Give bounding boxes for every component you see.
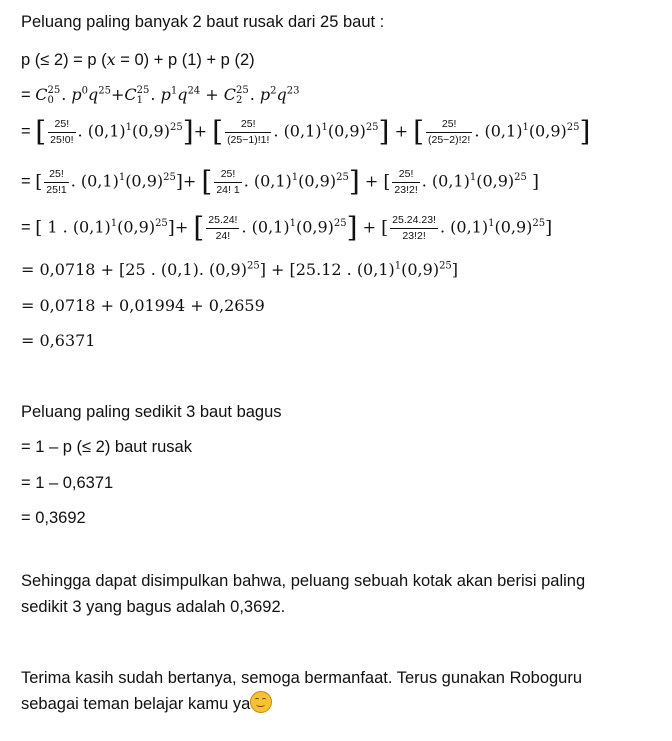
factor: (0,9) (476, 171, 515, 191)
sum-values-line: = 0,0718 + 0,01994 + 0,2659 (21, 296, 265, 315)
exp: 1 (488, 218, 495, 230)
exp: 25 (98, 85, 111, 97)
exp: 25 (333, 218, 347, 230)
numerator: 25! (44, 168, 68, 182)
fraction (214, 168, 241, 195)
denominator: 24! (215, 229, 231, 242)
closing-text: Terima kasih sudah bertanya, semoga bermanfaat. Terus gunakan Roboguru sebagai teman belajar kamu ya (21, 669, 583, 713)
exp: 1 (394, 260, 402, 272)
exp: 1 (289, 218, 296, 230)
numerator: 25! (426, 118, 472, 132)
numerator: 25! (48, 118, 75, 132)
factorial-expansion-line: = [ $\frac{25!}{25!0!}$ . $(0,1)^1(0,9)^{25}]+$ [ $\frac{25!}{(25-1)!1!}$ . $(0,1)^1(0,9)^{25}$] + [ $\frac{25!}{(25-2)!2!}$ . $(0,1)^1(0,9)^{25}$] (21, 115, 591, 148)
exp: 24 (187, 85, 201, 97)
fraction (392, 168, 419, 195)
text-part: (0,9) (401, 260, 440, 279)
var-p: p (160, 85, 171, 104)
fraction (225, 118, 271, 145)
numeric-terms-line (21, 260, 458, 279)
section2-heading: Peluang paling sedikit 3 baut bagus (21, 403, 282, 421)
var-p: p (259, 85, 271, 104)
exp: 25 (514, 172, 527, 184)
complement-result-line: = 0,3692 (21, 509, 86, 527)
exp: 0 (81, 85, 89, 97)
denominator: 25!1 (46, 183, 67, 196)
var-q: q (88, 85, 99, 104)
denominator: 23!2! (394, 183, 418, 196)
factor: . (0,1) (273, 121, 322, 141)
sup-n: 25 (136, 84, 150, 96)
sub-k: 1 (136, 94, 144, 106)
complement-line: = 1 – p (≤ 2) baut rusak (21, 438, 192, 456)
fraction (390, 214, 438, 241)
factor: . (0,1) (62, 217, 111, 237)
numerator: 25.24! (206, 214, 239, 228)
exp: 1 (522, 122, 529, 134)
text-part: ] + [25.12 . (0,1) (259, 260, 395, 279)
factor: (0,9) (125, 171, 164, 191)
exp: 25 (532, 218, 546, 230)
sup-n: 25 (47, 84, 61, 96)
denominator: 24! 1 (216, 183, 240, 196)
exp: 23 (286, 85, 300, 97)
factor: (0,9) (295, 217, 334, 237)
exp: 2 (270, 85, 277, 97)
sup-n: 25 (236, 84, 249, 96)
var-q: q (177, 85, 188, 104)
fraction (206, 214, 239, 241)
numerator: 25.24.23! (390, 214, 438, 228)
sub-k: 2 (236, 94, 243, 106)
exp: 1 (469, 172, 477, 184)
factor: . (0,1) (77, 121, 126, 141)
factor: . (0,1) (421, 171, 470, 191)
exp: 25 (336, 172, 349, 184)
fraction (426, 118, 472, 145)
numerator: 25! (225, 118, 271, 132)
exp: 25 (246, 260, 260, 272)
combination-symbol: C (35, 85, 48, 104)
smiling-face-icon (250, 691, 272, 713)
section1-heading: Peluang paling banyak 2 baut rusak dari 25 baut : (21, 13, 385, 31)
equals-sign: = (21, 218, 36, 237)
factor: (0,9) (117, 217, 156, 237)
closing-paragraph (21, 665, 621, 717)
fraction (48, 118, 75, 145)
factor: (0,9) (528, 121, 567, 141)
exp: 1 (110, 218, 118, 230)
factor: (0,9) (298, 171, 337, 191)
exp: 25 (566, 122, 580, 134)
exp: 25 (365, 122, 379, 134)
reduced-terms-line: = [ 1 . $(0,1)^1(0,9)^{25}]+$ [ $\frac{25.24!}{24!}$ . $(0,1)^1(0,9)^{25}$] + [ $\frac{25.24.23!}{23!2!}$ . $(0,1)^1(0,9)^{25}$] (21, 211, 553, 244)
exp: 1 (118, 172, 126, 184)
denominator: (25−2)!2! (428, 133, 471, 146)
exp: 25 (439, 260, 452, 272)
numerator: 25! (392, 168, 419, 182)
numerator: 25! (214, 168, 241, 182)
combination-symbol: C (223, 85, 236, 104)
exp: 25 (163, 172, 176, 184)
equals-sign: = (21, 172, 36, 191)
fraction (44, 168, 68, 195)
exp: 1 (170, 85, 178, 97)
result-line: = 0,6371 (21, 331, 96, 350)
var-q: q (276, 85, 287, 104)
exp: 25 (169, 122, 183, 134)
exp: 1 (291, 172, 299, 184)
simplified-factorial-line: = [ $\frac{25!}{25!1}$ . $(0,1)^1(0,9)^{25}]+$ [ $\frac{25!}{24! 1}$ . $(0,1)^1(0,9)^{25}$] + [ $\frac{25!}{23!2!}$ . $(0,1)^1(0,9)^{25}$ ] (21, 165, 540, 198)
denominator: 23!2! (402, 229, 426, 242)
denominator: (25−1)!1! (227, 133, 270, 146)
coefficient: 1 (47, 217, 58, 237)
exp: 1 (125, 122, 133, 134)
factor: . (0,1) (474, 121, 523, 141)
denominator: 25!0! (50, 133, 74, 146)
factor: . (0,1) (439, 217, 489, 237)
binomial-combination-line: = C 25 0 . $p^0q^{25}+C$ 25 1 . $p^1q^{24} + C$ 25 2 . $p^2q^{23}$ (21, 84, 300, 106)
factor: (0,9) (327, 121, 366, 141)
factor: . (0,1) (243, 171, 292, 191)
equals-sign: = (21, 86, 36, 104)
sub-k: 0 (47, 94, 54, 106)
text-part: = 0) + p (1) + p (2) (115, 51, 255, 69)
probability-sum-line (21, 50, 255, 70)
text-part: p (≤ 2) = p ( (21, 51, 107, 69)
factor: . (0,1) (241, 217, 290, 237)
equals-sign: = (21, 122, 36, 141)
text-part: = 0,0718 + [25 . (0,1). (0,9) (21, 260, 247, 279)
factor: (0,9) (132, 121, 170, 141)
factor: (0,9) (494, 217, 533, 237)
complement-value-line: = 1 – 0,6371 (21, 474, 114, 492)
conclusion-paragraph: Sehingga dapat disimpulkan bahwa, peluang sebuah kotak akan berisi paling sedikit 3 yang bagus adalah 0,3692. (21, 572, 586, 616)
factor: . (0,1) (70, 171, 119, 191)
var-p: p (71, 85, 82, 104)
exp: 1 (321, 122, 328, 134)
text-part: ] (451, 260, 459, 279)
variable-x: x (106, 50, 116, 69)
combination-symbol: C (124, 85, 137, 104)
exp: 25 (155, 218, 168, 230)
